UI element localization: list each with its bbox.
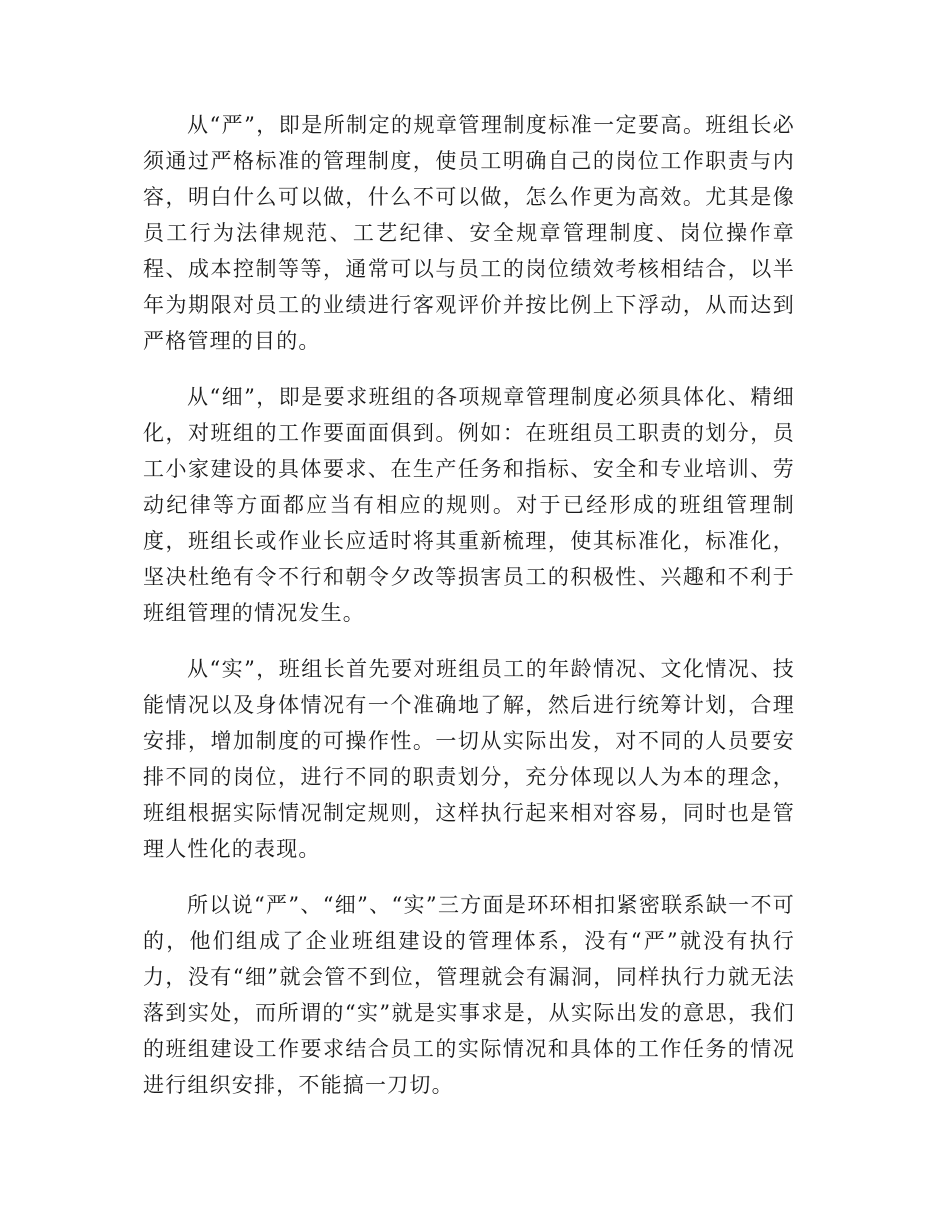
paragraph-practical: 从“实”，班组长首先要对班组员工的年龄情况、文化情况、技能情况以及身体情况有一个准确地了解，然后进行统筹计划，合理安排，增加制度的可操作性。一切从实际出发，对不同的人员要安排不同的岗位，进行不同的职责划分，充分体现以人为本的理念，班组根据实际情况制定规则，这样执行起来相对容易，同时也是管理人性化的表现。 <box>143 657 795 861</box>
document-body <box>143 107 795 1123</box>
paragraph-detailed: 从“细”，即是要求班组的各项规章管理制度必须具体化、精细化，对班组的工作要面面俱到。例如：在班组员工职责的划分，员工小家建设的具体要求、在生产任务和指标、安全和专业培训、劳动纪律等方面都应当有相应的规则。对于已经形成的班组管理制度，班组长或作业长应适时将其重新梳理，使其标准化，标准化，坚决杜绝有令不行和朝令夕改等损害员工的积极性、兴趣和不利于班组管理的情况发生。 <box>143 385 795 625</box>
paragraph-conclusion: 所以说“严”、“细”、“实”三方面是环环相扣紧密联系缺一不可的，他们组成了企业班组建设的管理体系，没有“严”就没有执行力，没有“细”就会管不到位，管理就会有漏洞，同样执行力就无法落到实处，而所谓的“实”就是实事求是，从实际出发的意思，我们的班组建设工作要求结合员工的实际情况和具体的工作任务的情况进行组织安排，不能搞一刀切。 <box>143 893 795 1097</box>
paragraph-strict: 从“严”，即是所制定的规章管理制度标准一定要高。班组长必须通过严格标准的管理制度，使员工明确自己的岗位工作职责与内容，明白什么可以做，什么不可以做，怎么作更为高效。尤其是像员工行为法律规范、工艺纪律、安全规章管理制度、岗位操作章程、成本控制等等，通常可以与员工的岗位绩效考核相结合，以半年为期限对员工的业绩进行客观评价并按比例上下浮动，从而达到严格管理的目的。 <box>143 113 795 353</box>
